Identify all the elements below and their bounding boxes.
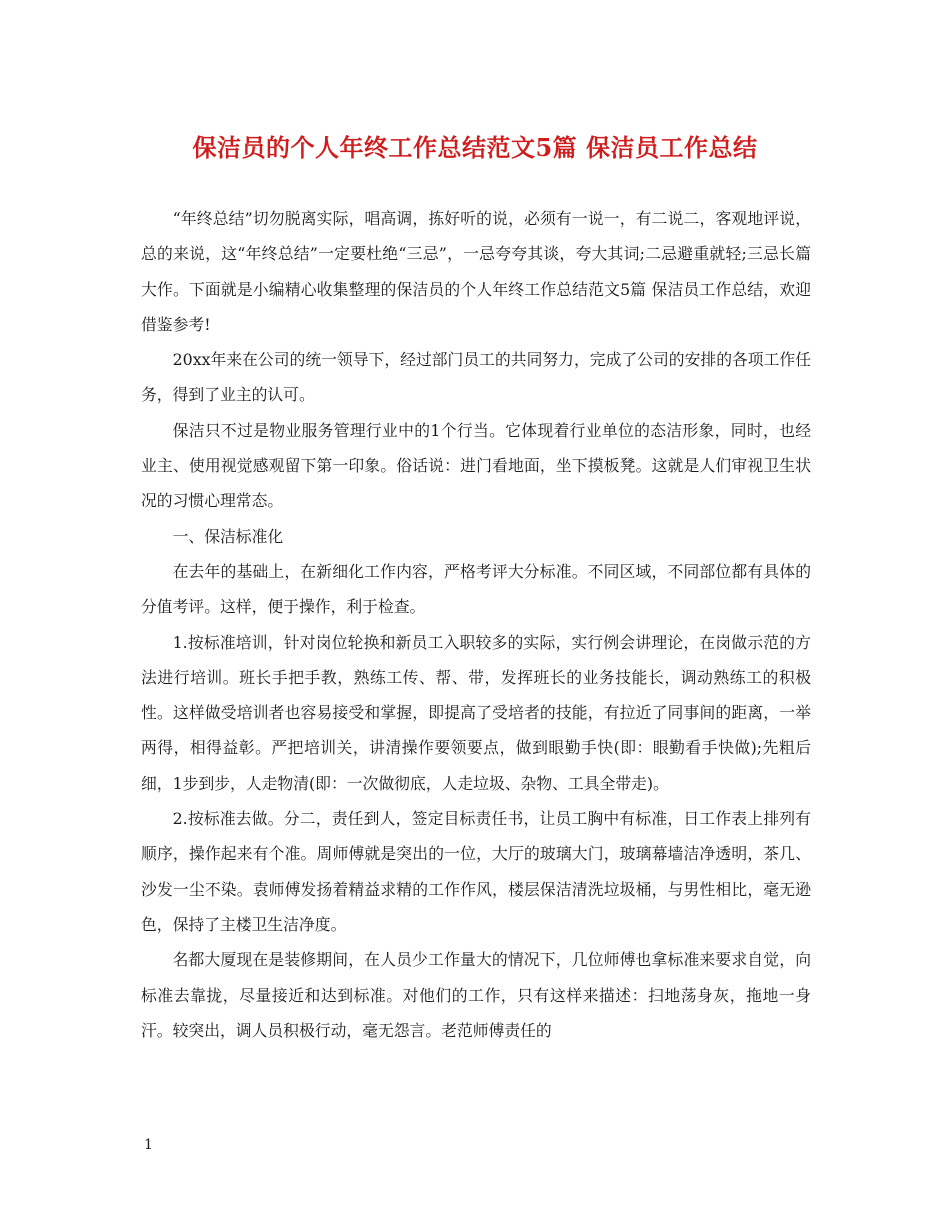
paragraph: 在去年的基础上，在新细化工作内容，严格考评大分标准。不同区域，不同部位都有具体的分值考评。这样，便于操作，利于检查。 [141, 561, 811, 617]
document-title: 保洁员的个人年终工作总结范文5篇 保洁员工作总结 [192, 133, 758, 162]
paragraph-intro: “年终总结”切勿脱离实际，唱高调，拣好听的说，必须有一说一，有二说二，客观地评说，总的来说，这“年终总结”一定要杜绝“三忌”，一忌夸夸其谈，夸大其词;二忌避重就轻;三忌长篇大作。下面就是小编精心收集整理的保洁员的个人年终工作总结范文5篇 保洁员工作总结，欢迎借鉴参考! [141, 209, 811, 334]
section-heading: 一、保洁标准化 [172, 526, 284, 546]
paragraph: 2.按标准去做。分二，责任到人，签定目标责任书，让员工胸中有标准，日工作表上排列有顺序，操作起来有个准。周师傅就是突出的一位，大厅的玻璃大门，玻璃幕墙洁净透明，茶几、沙发一尘不染。袁师傅发扬着精益求精的工作作风，楼层保洁清洗垃圾桶，与男性相比，毫无逊色，保持了主楼卫生洁净度。 [141, 809, 811, 934]
paragraph: 名都大厦现在是装修期间，在人员少工作量大的情况下，几位师傅也拿标准来要求自觉，向标准去靠拢，尽量接近和达到标准。对他们的工作，只有这样来描述：扫地荡身灰，拖地一身汗。较突出，调人员积极行动，毫无怨言。老范师傅责任的 [141, 950, 811, 1040]
paragraph: 20xx年来在公司的统一领导下，经过部门员工的共同努力，完成了公司的安排的各项工作任务，得到了业主的认可。 [141, 350, 811, 405]
paragraph: 保洁只不过是物业服务管理行业中的1个行当。它体现着行业单位的态洁形象，同时，也经业主、使用视觉感观留下第一印象。俗话说：进门看地面，坐下摸板凳。这就是人们审视卫生状况的习惯心理常态。 [141, 420, 811, 511]
paragraph: 1.按标准培训，针对岗位轮换和新员工入职较多的实际，实行例会讲理论，在岗做示范的方法进行培训。班长手把手教，熟练工传、帮、带，发挥班长的业务技能长，调动熟练工的积极性。这样做受培训者也容易接受和掌握，即提高了受培者的技能，有拉近了同事间的距离，一举两得，相得益彰。严把培训关，讲清操作要领要点，做到眼勤手快(即：眼勤看手快做);先粗后细，1步到步，人走物清(即：一次做彻底，人走垃圾、杂物、工具全带走)。 [141, 632, 811, 793]
document-body [141, 201, 811, 1048]
page-number: 1 [144, 1137, 153, 1153]
